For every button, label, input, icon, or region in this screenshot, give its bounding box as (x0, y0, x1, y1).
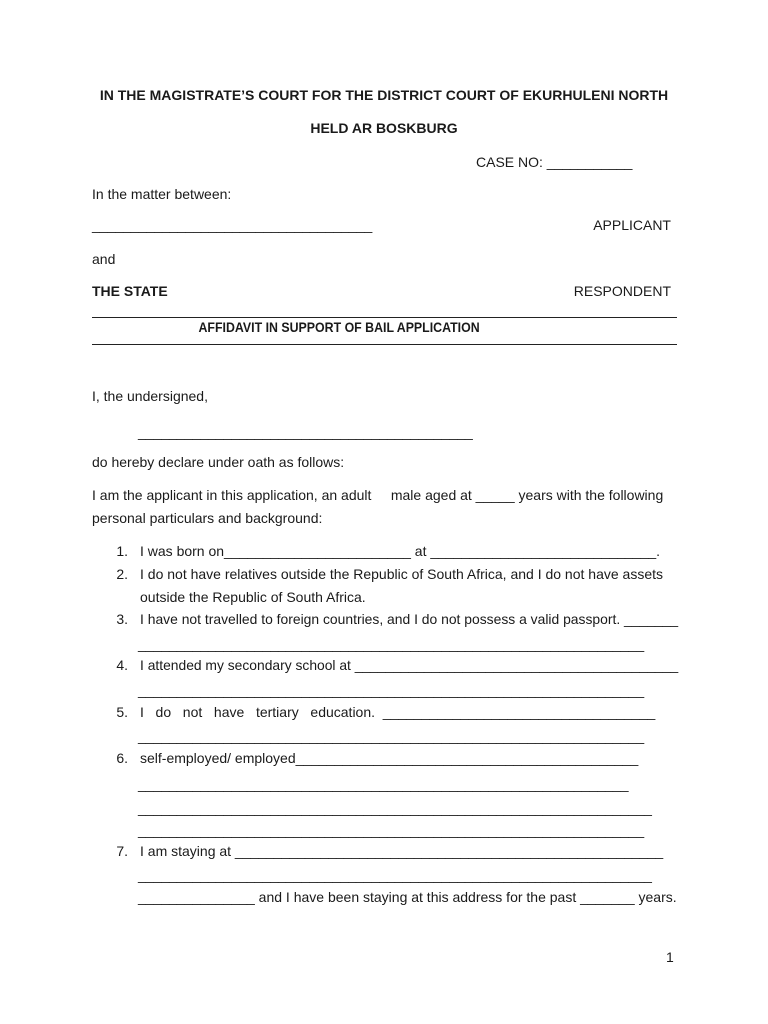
respondent-party: THE STATE (92, 283, 168, 299)
item-6-line: _______________________________________________________________ (138, 776, 629, 792)
item-7-line: __________________________________________________________________ (138, 867, 652, 883)
page-number: 1 (666, 949, 674, 965)
held-at-heading: HELD AR BOSKBURG (310, 120, 458, 136)
item-7-line: _______________ and I have been staying at this address for the past _______ years. (138, 889, 677, 905)
title-top-rule (92, 317, 677, 318)
item-7-line: I am staying at _______________________________________________________ (140, 843, 664, 859)
item-number: 2. (116, 566, 128, 582)
item-4-line: I attended my secondary school at __________________________________________ (140, 657, 679, 673)
item-5-line: I do not have tertiary education. ___________________________________ (140, 704, 656, 720)
case-number: CASE NO: ___________ (476, 154, 633, 170)
item-2-line: outside the Republic of South Africa. (140, 589, 366, 605)
matter-between: In the matter between: (92, 186, 232, 202)
undersigned-text: I, the undersigned, (92, 388, 208, 404)
item-6-line: __________________________________________________________________ (138, 800, 652, 816)
deponent-name-blank: ___________________________________________ (138, 424, 473, 440)
item-3-line: _________________________________________________________________ (138, 636, 645, 652)
court-heading: IN THE MAGISTRATE’S COURT FOR THE DISTRICT COURT OF EKURHULENI NORTH (99, 87, 669, 103)
item-number: 3. (116, 611, 128, 627)
item-number: 6. (116, 750, 128, 766)
item-number: 4. (116, 657, 128, 673)
and-text: and (92, 251, 116, 267)
item-number: 5. (116, 704, 128, 720)
applicant-name-blank: ____________________________________ (92, 217, 373, 233)
document-title: AFFIDAVIT IN SUPPORT OF BAIL APPLICATION (198, 319, 480, 335)
intro-line-1: I am the applicant in this application, an adult male aged at _____ years with the following (92, 487, 664, 503)
item-number: 1. (116, 543, 128, 559)
item-5-line: _________________________________________________________________ (138, 728, 645, 744)
item-1-line: I was born on________________________ at _____________________________. (140, 543, 661, 559)
title-bottom-rule (92, 344, 677, 345)
item-4-line: _________________________________________________________________ (138, 682, 645, 698)
intro-line-2: personal particulars and background: (92, 510, 323, 526)
applicant-label: APPLICANT (593, 217, 671, 233)
item-6-line: _________________________________________________________________ (138, 822, 645, 838)
item-3-line: I have not travelled to foreign countries, and I do not possess a valid passport. _______ (140, 611, 679, 627)
item-2-line: I do not have relatives outside the Republic of South Africa, and I do not have assets (140, 566, 663, 582)
item-6-line: self-employed/ employed____________________________________________ (140, 750, 639, 766)
respondent-label: RESPONDENT (573, 283, 671, 299)
declare-text: do hereby declare under oath as follows: (92, 454, 345, 470)
item-number: 7. (116, 843, 128, 859)
